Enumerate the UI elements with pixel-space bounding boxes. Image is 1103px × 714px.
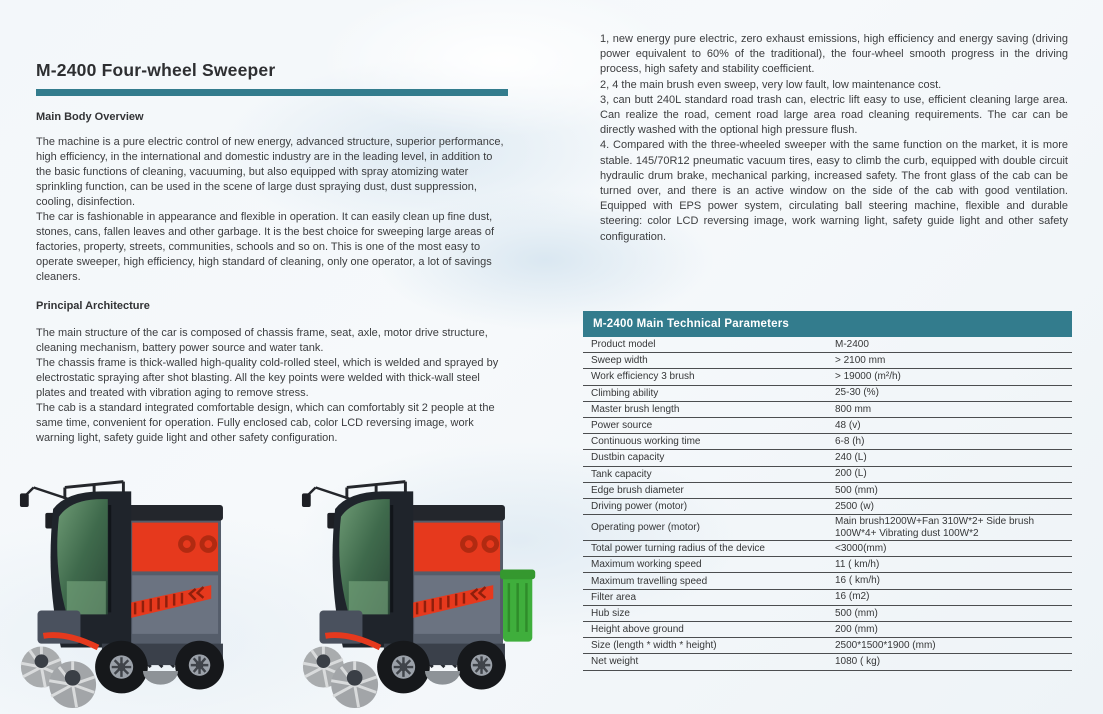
table-row — [583, 557, 1072, 573]
table-row — [583, 638, 1072, 654]
parameter-value: 16 ( km/h) — [835, 575, 881, 587]
table-row — [583, 386, 1072, 402]
product-photo-front-left — [6, 466, 274, 710]
feature-list — [583, 32, 1072, 245]
parameter-value: Main brush1200W+Fan 310W*2+ Side brush 100W*4+ Vibrating dust 100W*2 — [835, 516, 1035, 539]
technical-parameters-table — [583, 311, 1072, 671]
parameter-label: Height above ground — [591, 624, 684, 636]
right-column — [583, 32, 1072, 245]
table-row — [583, 499, 1072, 515]
parameter-label: Size (length * width * height) — [591, 640, 717, 652]
table-row — [583, 434, 1072, 450]
parameter-value: 2500 (w) — [835, 500, 874, 512]
table-row — [583, 467, 1072, 483]
title-underline-rule — [36, 89, 508, 96]
parameter-value: <3000(mm) — [835, 542, 887, 554]
parameter-label: Hub size — [591, 607, 630, 619]
parameter-label: Climbing ability — [591, 387, 659, 399]
parameter-value: > 19000 (m²/h) — [835, 371, 901, 383]
product-photos — [6, 462, 562, 710]
parameter-label: Tank capacity — [591, 468, 652, 480]
feature-item: 3, can butt 240L standard road trash can, electric lift easy to use, efficient cleaning large area. Can realize the road, cement road large area road cleaning requirements. The car can be directly washed with the optional high pressure flush. — [600, 93, 1068, 137]
architecture-text — [36, 326, 508, 446]
table-row — [583, 654, 1072, 670]
parameter-label: Total power turning radius of the device — [591, 543, 765, 555]
architecture-paragraph: The cab is a standard integrated comfortable design, which can comfortably sit 2 people at the same time, convenient for operation. Fully enclosed cab, color LCD reversing image, work warning light, safety guide light and other safety configuration. — [36, 402, 495, 444]
table-row — [583, 418, 1072, 434]
left-column — [36, 60, 508, 446]
architecture-heading: Principal Architecture — [36, 300, 150, 312]
table-title-bar: M-2400 Main Technical Parameters — [583, 311, 1072, 337]
parameter-label: Work efficiency 3 brush — [591, 371, 695, 383]
parameter-label: Product model — [591, 339, 656, 351]
parameter-value: 16 (m2) — [835, 591, 870, 603]
overview-paragraph: The car is fashionable in appearance and flexible in operation. It can easily clean up fine dust, stones, cans, fallen leaves and other garbage. It is the best choice for sweeping large areas of factories, property, streets, communities, schools and so on. This is one of the most easy to operate sweeper, high efficiency, high standard of cleaning, only one operator, a lot of savings cleaners. — [36, 211, 494, 283]
table-row — [583, 606, 1072, 622]
parameter-label: Maximum travelling speed — [591, 575, 708, 587]
sweeper-illustration — [6, 466, 274, 710]
parameter-label: Edge brush diameter — [591, 484, 684, 496]
overview-text — [36, 135, 508, 285]
parameter-value: 25-30 (%) — [835, 387, 879, 399]
table-row — [583, 369, 1072, 385]
parameter-label: Master brush length — [591, 403, 680, 415]
parameter-value: 6-8 (h) — [835, 435, 865, 447]
green-trash-bin — [500, 569, 535, 641]
table-row — [583, 573, 1072, 589]
parameter-label: Dustbin capacity — [591, 452, 665, 464]
parameter-value: 1080 ( kg) — [835, 656, 881, 668]
parameter-value: 200 (mm) — [835, 623, 878, 635]
parameter-value: 2500*1500*1900 (mm) — [835, 640, 936, 652]
overview-heading: Main Body Overview — [36, 111, 144, 123]
page-title: M-2400 Four-wheel Sweeper — [36, 60, 276, 80]
table-row — [583, 483, 1072, 499]
feature-item: 1, new energy pure electric, zero exhaust emissions, high efficiency and energy saving (driving power equivalent to 60% of the traditional), the four-wheel smooth progress in the driving process, high safety and stability coefficient. — [600, 33, 1068, 76]
parameter-value: 240 (L) — [835, 452, 867, 464]
parameter-value: 500 (mm) — [835, 484, 878, 496]
table-row — [583, 541, 1072, 557]
architecture-paragraph: The main structure of the car is composed of chassis frame, seat, axle, motor drive structure, cleaning mechanism, battery power source and water tank. — [36, 327, 488, 354]
parameter-label: Filter area — [591, 591, 637, 603]
table-row — [583, 590, 1072, 606]
architecture-paragraph: The chassis frame is thick-walled high-quality cold-rolled steel, which is welded and sprayed by electrostatic spraying after shot blasting. All the key points were welded with thick-wall steel plates and treated with vibration aging to remove stress. — [36, 357, 499, 399]
parameter-label: Continuous working time — [591, 436, 701, 448]
table-row — [583, 353, 1072, 369]
product-photo-rear-left — [288, 466, 556, 710]
sweeper-illustration-with-bin — [288, 466, 556, 710]
parameter-label: Maximum working speed — [591, 559, 702, 571]
parameter-value: 500 (mm) — [835, 607, 878, 619]
feature-item: 4. Compared with the three-wheeled sweeper with the same function on the market, it is more stable. 145/70R12 pneumatic vacuum tires, easy to climb the curb, equipped with double circuit hydraulic drum brake, mechanical parking, increased safety. The front glass of the cab can be turned over, and there is an active window on the side of the cab with good ventilation. Equipped with EPS power system, circulating ball steering machine, flexible and durable steering: color LCD reversing image, work warning light, safety guide light and other safety configuration. — [600, 139, 1068, 243]
feature-item: 2, 4 the main brush even sweep, very low fault, low maintenance cost. — [600, 78, 942, 91]
parameter-label: Driving power (motor) — [591, 500, 688, 512]
table-row — [583, 337, 1072, 353]
parameter-value: 48 (v) — [835, 419, 861, 431]
parameter-label: Power source — [591, 420, 653, 432]
parameter-value: 200 (L) — [835, 468, 867, 480]
parameter-value: 11 ( km/h) — [835, 559, 880, 571]
parameter-value: 800 mm — [835, 403, 872, 415]
table-row — [583, 402, 1072, 418]
table-row — [583, 515, 1072, 541]
parameter-label: Net weight — [591, 656, 639, 668]
table-row — [583, 622, 1072, 638]
overview-paragraph: The machine is a pure electric control of new energy, advanced structure, superior performance, high efficiency, in the international and domestic industry are in the leading level, in addition to the basic functions of cleaning, vacuuming, but also equipped with spray atomizing water sprinkling function, can be used in the scene of large dust spraying dust, dust suppression, cooling, disinfection. — [36, 136, 504, 208]
parameter-value: > 2100 mm — [835, 355, 886, 367]
parameter-label: Sweep width — [591, 355, 648, 367]
table-row — [583, 450, 1072, 466]
parameter-label: Operating power (motor) — [591, 522, 700, 534]
table-rows — [583, 337, 1072, 671]
parameter-value: M-2400 — [835, 338, 869, 350]
